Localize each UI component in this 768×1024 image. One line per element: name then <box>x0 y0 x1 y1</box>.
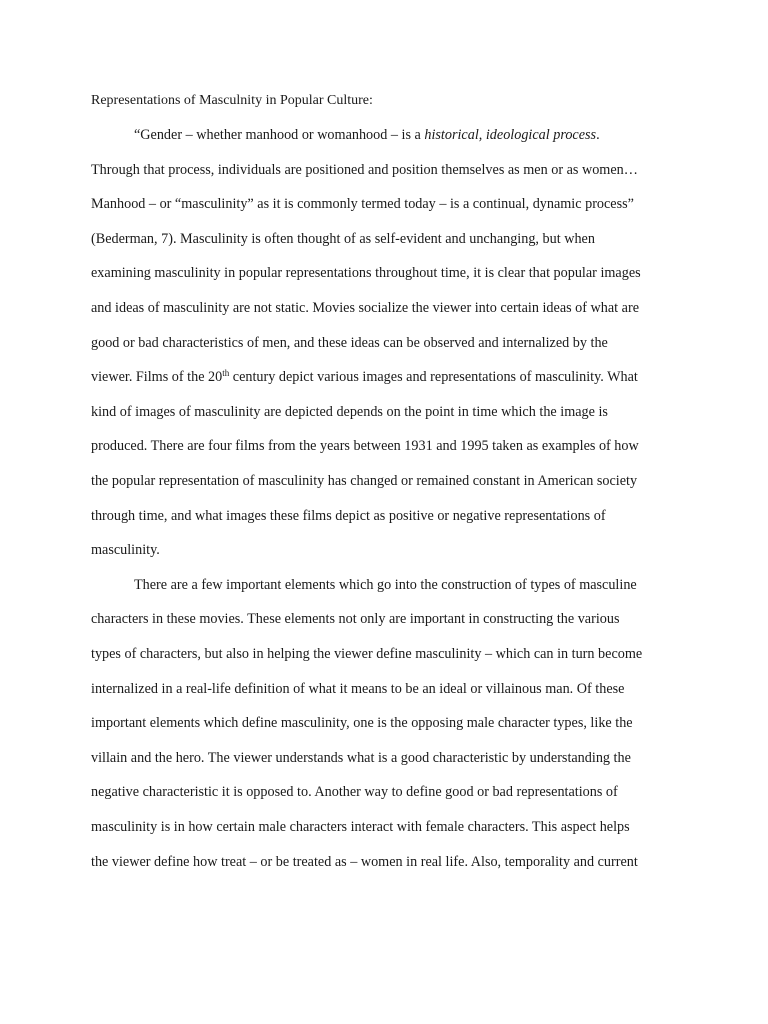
text-line <box>91 299 639 317</box>
text-run: (Bederman, 7). Masculinity is often thought of as self-evident and unchanging, but when <box>91 231 595 247</box>
text-line <box>91 403 608 421</box>
text-line <box>91 783 618 801</box>
text-run: . <box>596 127 600 143</box>
text-run: and ideas of masculinity are not static. Movies socialize the viewer into certain ideas of what are <box>91 300 639 316</box>
text-line <box>91 264 641 282</box>
text-run: negative characteristic it is opposed to. Another way to define good or bad representations of <box>91 784 618 800</box>
text-line <box>91 749 631 767</box>
text-run: “Gender – whether manhood or womanhood – is a <box>134 127 425 143</box>
text-line <box>134 126 600 144</box>
text-run: century depict various images and representations of masculinity. What <box>229 369 638 385</box>
text-run: viewer. Films of the 20 <box>91 369 223 385</box>
text-run: There are a few important elements which go into the construction of types of masculine <box>134 577 637 593</box>
text-run: good or bad characteristics of men, and these ideas can be observed and internalized by the <box>91 335 608 351</box>
text-run: Through that process, individuals are positioned and position themselves as men or as women… <box>91 162 638 178</box>
text-run: masculinity. <box>91 542 160 558</box>
text-run: produced. There are four films from the years between 1931 and 1995 taken as examples of how <box>91 438 639 454</box>
text-run: types of characters, but also in helping the viewer define masculinity – which can in turn become <box>91 646 643 662</box>
text-line <box>91 645 642 663</box>
text-line <box>91 714 633 732</box>
text-line <box>91 818 630 836</box>
text-run: internalized in a real-life definition of what it means to be an ideal or villainous man. Of these <box>91 681 625 697</box>
text-line <box>91 368 638 386</box>
text-line <box>91 541 160 559</box>
text-line <box>91 437 639 455</box>
text-line <box>91 472 637 490</box>
text-line <box>91 507 606 525</box>
italic-text: historical, ideological process <box>424 127 597 143</box>
text-line <box>91 610 619 628</box>
text-line <box>91 853 638 871</box>
text-run: Manhood – or “masculinity” as it is commonly termed today – is a continual, dynamic process” <box>91 196 634 212</box>
text-run: through time, and what images these films depict as positive or negative representations of <box>91 508 606 524</box>
text-run: characters in these movies. These elements not only are important in constructing the various <box>91 611 620 627</box>
text-run: examining masculinity in popular representations throughout time, it is clear that popular images <box>91 265 641 281</box>
text-run: the popular representation of masculinity has changed or remained constant in American society <box>91 473 638 489</box>
text-run: masculinity is in how certain male characters interact with female characters. This aspect helps <box>91 819 630 835</box>
text-run: kind of images of masculinity are depicted depends on the point in time which the image is <box>91 404 608 420</box>
text-line <box>91 195 634 213</box>
document-title: Representations of Masculnity in Popular Culture: <box>91 93 373 108</box>
text-line <box>91 680 624 698</box>
text-line <box>91 230 595 248</box>
text-run: important elements which define masculinity, one is the opposing male character types, like the <box>91 715 633 731</box>
text-run: the viewer define how treat – or be treated as – women in real life. Also, temporality and current <box>91 854 638 870</box>
text-run: villain and the hero. The viewer understands what is a good characteristic by understanding the <box>91 750 631 766</box>
text-line <box>91 334 608 352</box>
superscript: th <box>222 368 230 378</box>
text-line <box>134 576 637 594</box>
text-line <box>91 161 638 179</box>
